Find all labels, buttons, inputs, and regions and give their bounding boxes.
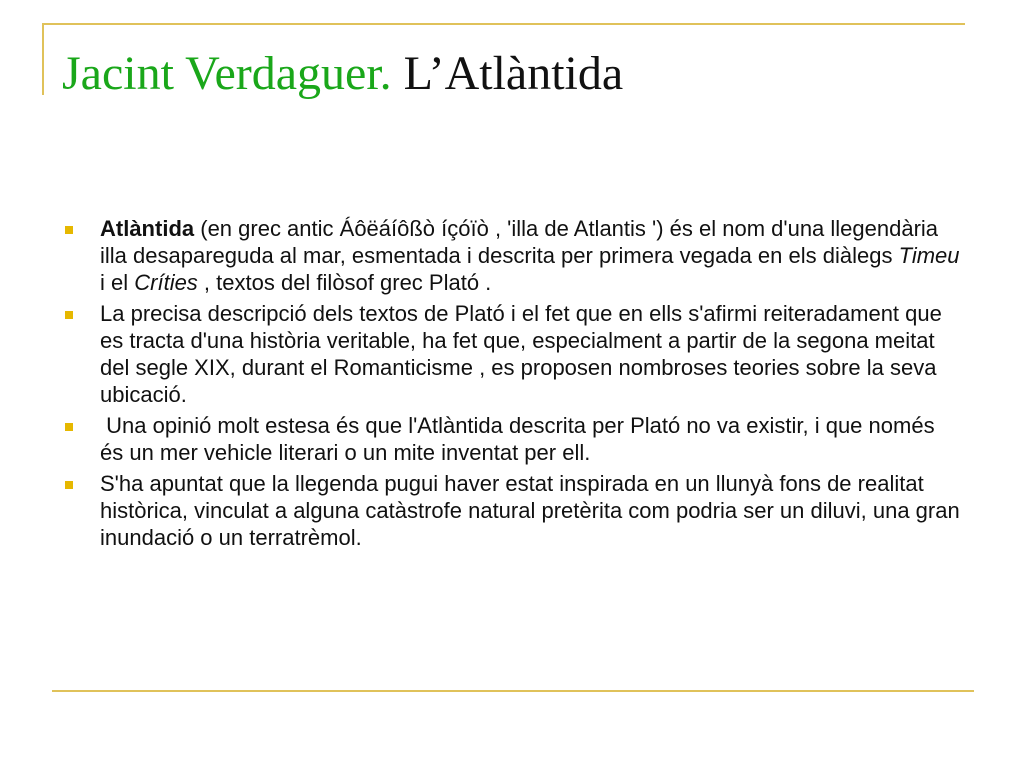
bold-term: Atlàntida xyxy=(100,216,195,241)
bullet-item-descripcio xyxy=(62,300,962,408)
bullet-list xyxy=(62,215,962,555)
bottom-rule xyxy=(52,690,974,692)
bullet-text: Una opinió molt estesa és que l'Atlàntida descrita per Plató no va existir, i que només és un mer vehicle literari o un mite inventat per ell. xyxy=(100,413,941,465)
bullet-text-part: , textos del filòsof grec Plató . xyxy=(197,270,492,295)
title-work: L’Atlàntida xyxy=(403,47,624,100)
left-rule xyxy=(42,23,44,95)
slide-title xyxy=(62,44,623,104)
bullet-item-opinio xyxy=(62,412,962,466)
square-bullet-icon xyxy=(65,311,73,319)
square-bullet-icon xyxy=(65,481,73,489)
square-bullet-icon xyxy=(65,226,73,234)
bullet-text: S'ha apuntat que la llegenda pugui haver estat inspirada en un llunyà fons de realitat històrica, vinculat a alguna catàstrofe natural pretèrita com podria ser un diluvi, una gran inundació o un terratrèmol. xyxy=(100,471,960,550)
square-bullet-icon xyxy=(65,423,73,431)
bullet-item-atlantida xyxy=(62,215,962,296)
bullet-text: La precisa descripció dels textos de Plató i el fet que en ells s'afirmi reiteradament que es tracta d'una història veritable, ha fet que, especialment a partir de la segona meitat del segle XIX, durant el Romanticisme , es proposen nombroses teories sobre la seva ubicació. xyxy=(100,301,942,407)
italic-title-crities: Críties xyxy=(134,270,198,295)
top-rule xyxy=(42,23,965,25)
italic-title-timeu: Timeu xyxy=(898,243,960,268)
bullet-item-llegenda xyxy=(62,470,962,551)
bullet-text-part: i el xyxy=(100,270,135,295)
bullet-text-part: (en grec antic Áôëáíôßò íçóïò , 'illa de Atlantis ') és el nom d'una llegendària illa desapareguda al mar, esmentada i descrita per primera vegada en els diàlegs xyxy=(100,216,939,268)
title-author: Jacint Verdaguer. xyxy=(62,47,392,100)
